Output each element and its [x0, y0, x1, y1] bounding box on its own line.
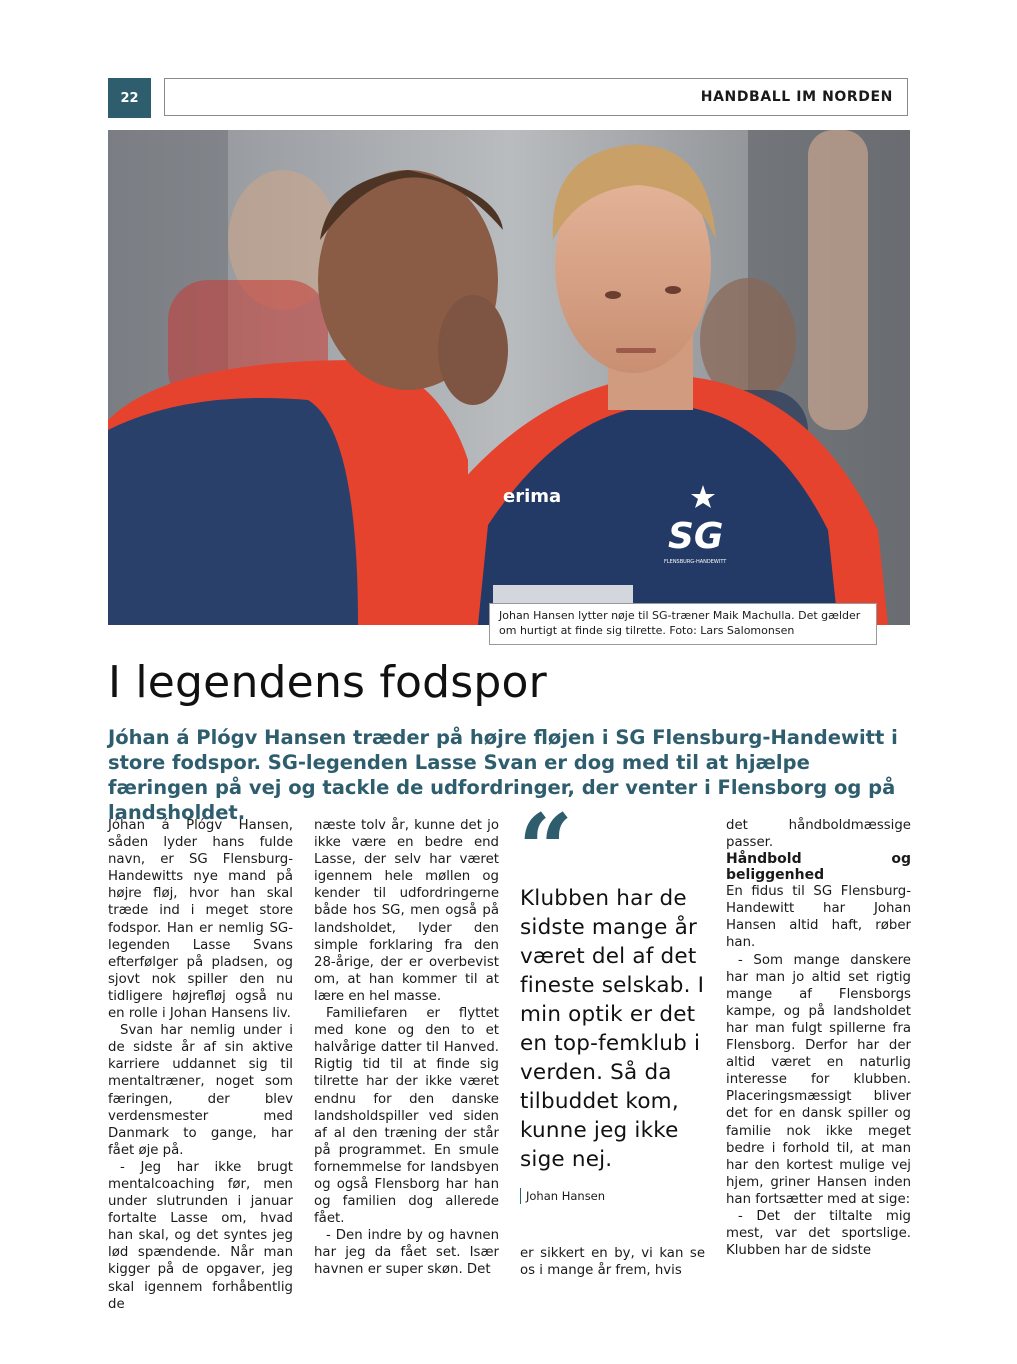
paragraph: - Det der tiltalte mig mest, var det sportslige. Klubben har de sidste	[726, 1208, 911, 1259]
article-headline: I legendens fodspor	[108, 657, 547, 708]
paragraph: - Den indre by og havnen har jeg da fået set. Især havnen er super skøn. Det	[314, 1228, 499, 1278]
paragraph: Familiefaren er flyttet med kone og den to et halvårige datter til Hanved. Rigtig tid til at finde sig tilrette har der ikke været endnu for den danske landsholdspiller ved siden af al den træning der står på programmet. En smule fornemmelse for landsbyen og også Flensborg har han og familien dog allerede fået.	[314, 1006, 499, 1227]
photo-caption: Johan Hansen lytter nøje til SG-træner Maik Machulla. Det gælder om hurtigt at finde sig tilrette. Foto: Lars Salomonsen	[489, 603, 877, 645]
jersey-logo: SG	[668, 516, 724, 557]
paragraph: det håndboldmæssige passer.	[726, 818, 911, 851]
section-header	[164, 78, 908, 116]
pull-quote: Klubben har de sidste mange år været del af det fineste selskab. I min optik er det en top-femklub i verden. Så da tilbuddet kom, kunne jeg ikke sige nej.	[520, 886, 705, 1172]
paragraph: er sikkert en by, vi kan se os i mange år frem, hvis	[520, 1246, 705, 1279]
paragraph: - Jeg har ikke brugt mentalcoaching før, men under slutrunden i januar fortalte Lasse om, hvad han skal, og det syntes jeg lød spændende. Når man kigger på de opgaver, jeg skal igennem forhåbentlig de	[108, 1159, 293, 1312]
quote-author: Johan Hansen	[520, 1188, 605, 1204]
article-column-4	[726, 817, 911, 1282]
article-photo	[108, 130, 910, 625]
jersey-logo-subtitle: FLENSBURG-HANDEWITT	[664, 559, 727, 565]
photo-illustration	[108, 130, 910, 625]
paragraph: Jóhan á Plógv Hansen, såden lyder hans fulde navn, er SG Flensburg-Handewitts nye mand på højre fløj, hvor han skal træde ind i meget store fodspor. Han er nemlig SG-legenden Lasse Svans efterfølger på pladsen, og sjovt nok spiller den nu tidligere højrefløj også nu en rolle i Johan Hansens liv.	[108, 818, 293, 1022]
paragraph: En fidus til SG Flensburg-Handewitt har Johan Hansen altid haft, røber han.	[726, 884, 911, 951]
paragraph: næste tolv år, kunne det jo ikke være en bedre end Lasse, der selv har været igennem hele møllen og kender til udfordringerne både hos SG, men også på landsholdet, lyder den simple forklaring fra den 28-årige, der er overbevist om, at han kommer til at lære en hel masse.	[314, 818, 499, 1004]
paragraph: - Som mange danskere har man jo altid set rigtig mange af Flensborgs kampe, og på landsholdet har man fulgt spillerne fra Flensborg. Derfor har der altid været en naturlig interesse for klubben. Placeringsmæssigt bliver det for en dansk spiller og familie nok ikke meget bedre i forhold til, at man har den kortest mulige vej hjem, griner Hansen inden han fortsætter med at sige:	[726, 952, 911, 1207]
article-column-1	[108, 817, 293, 1312]
article-column-3	[520, 1245, 705, 1279]
article-lead: Jóhan á Plógv Hansen træder på højre fløjen i SG Flensburg-Handewitt i store fodspor. SG-legenden Lasse Svan er dog med til at hjælpe færingen på vej og tackle de udfordringer, der venter i Flensborg og på landsholdet.	[108, 726, 898, 824]
jersey-brand: erima	[503, 486, 562, 507]
paragraph: Svan har nemlig under i de sidste år af sin aktive karriere uddannet sig til mentaltræner, noget som færingen, der blev verdensmester med Danmark to gange, har fået øje på.	[108, 1023, 293, 1158]
article-column-2	[314, 817, 499, 1282]
subheading: Håndbold og beliggenhed	[726, 851, 911, 884]
quote-mark-icon: “	[518, 793, 574, 906]
section-title: HANDBALL IM NORDEN	[700, 89, 893, 105]
page-number: 22	[108, 78, 151, 118]
